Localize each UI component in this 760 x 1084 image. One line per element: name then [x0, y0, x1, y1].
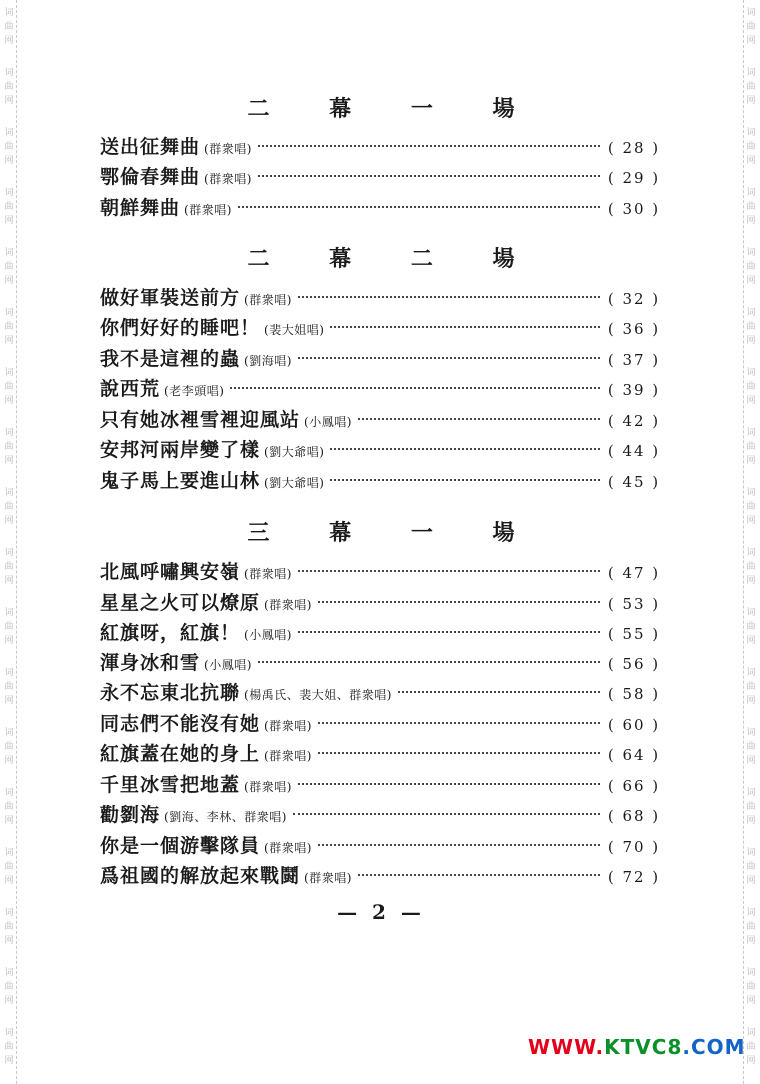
right-watermark-column: [743, 0, 758, 1084]
entry-title: 朝鮮舞曲: [100, 197, 181, 219]
watermark-text: 词 曲 网: [4, 368, 14, 406]
leader-dots: [358, 874, 600, 876]
watermark-text: 词 曲 网: [746, 608, 756, 646]
entry-page: ( 58 ): [607, 685, 661, 703]
website-watermark: [528, 1035, 746, 1059]
website-part-www: WWW.: [528, 1035, 605, 1059]
entry-title: 我不是這裡的蟲: [100, 348, 241, 370]
watermark-text: 词 曲 网: [746, 488, 756, 526]
entry-title: 只有她冰裡雪裡迎風站: [100, 409, 301, 431]
watermark-text: 词 曲 网: [746, 128, 756, 166]
toc-entry: [100, 405, 662, 435]
entry-page: ( 55 ): [607, 625, 661, 643]
entry-title: 北風呼嘯興安嶺: [100, 561, 241, 583]
leader-dots: [298, 296, 600, 298]
entry-singer: (老李頭唱): [164, 384, 225, 398]
toc-entry: [100, 588, 662, 618]
leader-dots: [258, 661, 600, 663]
toc-entry: [100, 648, 662, 678]
watermark-text: 词 曲 网: [4, 848, 14, 886]
entry-page: ( 42 ): [607, 412, 661, 430]
entry-singer: (群衆唱): [304, 871, 352, 885]
toc-entry: [100, 831, 662, 861]
toc-entry: [100, 283, 662, 313]
entry-page: ( 44 ): [607, 442, 661, 460]
watermark-text: 词 曲 网: [746, 848, 756, 886]
leader-dots: [330, 479, 600, 481]
section-title: 三 幕 一 場: [247, 520, 541, 546]
toc-entry: [100, 374, 662, 404]
toc-entry: [100, 800, 662, 830]
watermark-text: 词 曲 网: [4, 8, 14, 46]
leader-dots: [230, 387, 600, 389]
entry-title: 安邦河兩岸變了樣: [100, 439, 261, 461]
toc-entry: [100, 709, 662, 739]
leader-dots: [298, 783, 600, 785]
watermark-text: 词 曲 网: [4, 188, 14, 226]
entry-singer: (群衆唱): [264, 598, 312, 612]
watermark-text: 词 曲 网: [4, 668, 14, 706]
entry-singer: (群衆唱): [264, 749, 312, 763]
toc-entry: [100, 162, 662, 192]
watermark-text: 词 曲 网: [746, 68, 756, 106]
entry-page: ( 60 ): [607, 716, 661, 734]
entry-page: ( 64 ): [607, 746, 661, 764]
entry-title: 千里冰雪把地蓋: [100, 774, 241, 796]
entry-title: 你們好好的睡吧！: [100, 317, 261, 339]
entry-title: 永不忘東北抗聯: [100, 682, 241, 704]
watermark-text: 词 曲 网: [4, 428, 14, 466]
entry-page: ( 70 ): [607, 838, 661, 856]
page-number: — 2 —: [337, 900, 425, 924]
watermark-text: 词 曲 网: [4, 548, 14, 586]
watermark-text: 词 曲 网: [746, 8, 756, 46]
watermark-text: 词 曲 网: [746, 908, 756, 946]
leader-dots: [358, 418, 600, 420]
entry-singer: (群衆唱): [244, 780, 292, 794]
toc-entry: [100, 466, 662, 496]
entry-title: 渾身冰和雪: [100, 652, 201, 674]
entry-singer: (群衆唱): [244, 567, 292, 581]
entry-page: ( 28 ): [607, 139, 661, 157]
watermark-text: 词 曲 网: [746, 308, 756, 346]
entry-page: ( 37 ): [607, 351, 661, 369]
entry-page: ( 30 ): [607, 200, 661, 218]
entry-singer: (劉大爺唱): [264, 476, 325, 490]
leader-dots: [298, 570, 600, 572]
left-watermark-column: [2, 0, 17, 1084]
watermark-text: 词 曲 网: [4, 608, 14, 646]
entry-singer: (劉海唱): [244, 354, 292, 368]
watermark-text: 词 曲 网: [746, 1028, 756, 1066]
toc-entry: [100, 557, 662, 587]
entry-singer: (群衆唱): [264, 841, 312, 855]
toc-entry: [100, 678, 662, 708]
leader-dots: [293, 813, 600, 815]
entry-singer: (群衆唱): [204, 142, 252, 156]
entry-page: ( 47 ): [607, 564, 661, 582]
watermark-text: 词 曲 网: [4, 248, 14, 286]
watermark-text: 词 曲 网: [746, 188, 756, 226]
watermark-text: 词 曲 网: [4, 968, 14, 1006]
watermark-text: 词 曲 网: [4, 308, 14, 346]
entry-page: ( 66 ): [607, 777, 661, 795]
leader-dots: [258, 175, 600, 177]
entry-singer: (小鳳唱): [244, 628, 292, 642]
entry-page: ( 36 ): [607, 320, 661, 338]
entry-page: ( 39 ): [607, 381, 661, 399]
watermark-text: 词 曲 网: [4, 128, 14, 166]
leader-dots: [330, 326, 600, 328]
leader-dots: [258, 145, 600, 147]
toc-entry: [100, 344, 662, 374]
watermark-text: 词 曲 网: [746, 788, 756, 826]
entry-title: 做好軍裝送前方: [100, 287, 241, 309]
entry-page: ( 29 ): [607, 169, 661, 187]
leader-dots: [318, 752, 600, 754]
toc-entry: [100, 435, 662, 465]
entry-title: 你是一個游擊隊員: [100, 835, 261, 857]
leader-dots: [330, 448, 600, 450]
watermark-text: 词 曲 网: [746, 968, 756, 1006]
website-part-name: KTVC8: [604, 1035, 683, 1059]
entry-singer: (劉海、李林、群衆唱): [164, 810, 287, 824]
entry-title: 星星之火可以燎原: [100, 592, 261, 614]
entry-singer: (群衆唱): [244, 293, 292, 307]
entry-page: ( 68 ): [607, 807, 661, 825]
toc-entry: [100, 861, 662, 891]
entry-title: 爲祖國的解放起來戰鬪: [100, 865, 301, 887]
entry-singer: (群衆唱): [184, 203, 232, 217]
entry-page: ( 72 ): [607, 868, 661, 886]
entry-title: 鬼子馬上要進山林: [100, 470, 261, 492]
toc-entry: [100, 132, 662, 162]
toc-entry: [100, 618, 662, 648]
entry-title: 紅旗蓋在她的身上: [100, 743, 261, 765]
website-part-tld: .COM: [682, 1035, 746, 1059]
leader-dots: [318, 601, 600, 603]
watermark-text: 词 曲 网: [4, 728, 14, 766]
entry-singer: (小鳳唱): [304, 415, 352, 429]
toc-entry: [100, 739, 662, 769]
entry-page: ( 32 ): [607, 290, 661, 308]
watermark-text: 词 曲 网: [746, 548, 756, 586]
entry-singer: (群衆唱): [204, 172, 252, 186]
toc-entry: [100, 313, 662, 343]
watermark-text: 词 曲 网: [746, 428, 756, 466]
section-title: 二 幕 二 場: [247, 246, 541, 272]
entry-title: 送出征舞曲: [100, 136, 201, 158]
watermark-text: 词 曲 网: [746, 668, 756, 706]
entry-page: ( 45 ): [607, 473, 661, 491]
entry-page: ( 56 ): [607, 655, 661, 673]
watermark-text: 词 曲 网: [4, 908, 14, 946]
watermark-text: 词 曲 网: [746, 248, 756, 286]
entry-title: 紅旗呀，紅旗！: [100, 622, 241, 644]
leader-dots: [398, 691, 600, 693]
watermark-text: 词 曲 网: [746, 368, 756, 406]
watermark-text: 词 曲 网: [4, 1028, 14, 1066]
entry-title: 同志們不能沒有她: [100, 713, 261, 735]
entry-singer: (裴大姐唱): [264, 323, 325, 337]
leader-dots: [318, 722, 600, 724]
entry-title: 勸劉海: [100, 804, 161, 826]
entry-singer: (小鳳唱): [204, 658, 252, 672]
watermark-text: 词 曲 网: [4, 68, 14, 106]
leader-dots: [298, 357, 600, 359]
watermark-text: 词 曲 网: [746, 728, 756, 766]
toc-entry: [100, 770, 662, 800]
section-title: 二 幕 一 場: [247, 96, 541, 122]
entry-singer: (劉大爺唱): [264, 445, 325, 459]
entry-singer: (楊禹氏、裴大姐、群衆唱): [244, 688, 392, 702]
leader-dots: [238, 206, 600, 208]
leader-dots: [318, 844, 600, 846]
entry-singer: (群衆唱): [264, 719, 312, 733]
entry-page: ( 53 ): [607, 595, 661, 613]
watermark-text: 词 曲 网: [4, 788, 14, 826]
leader-dots: [298, 631, 600, 633]
entry-title: 說西荒: [100, 378, 161, 400]
entry-title: 鄂倫春舞曲: [100, 166, 201, 188]
watermark-text: 词 曲 网: [4, 488, 14, 526]
toc-entry: [100, 193, 662, 223]
